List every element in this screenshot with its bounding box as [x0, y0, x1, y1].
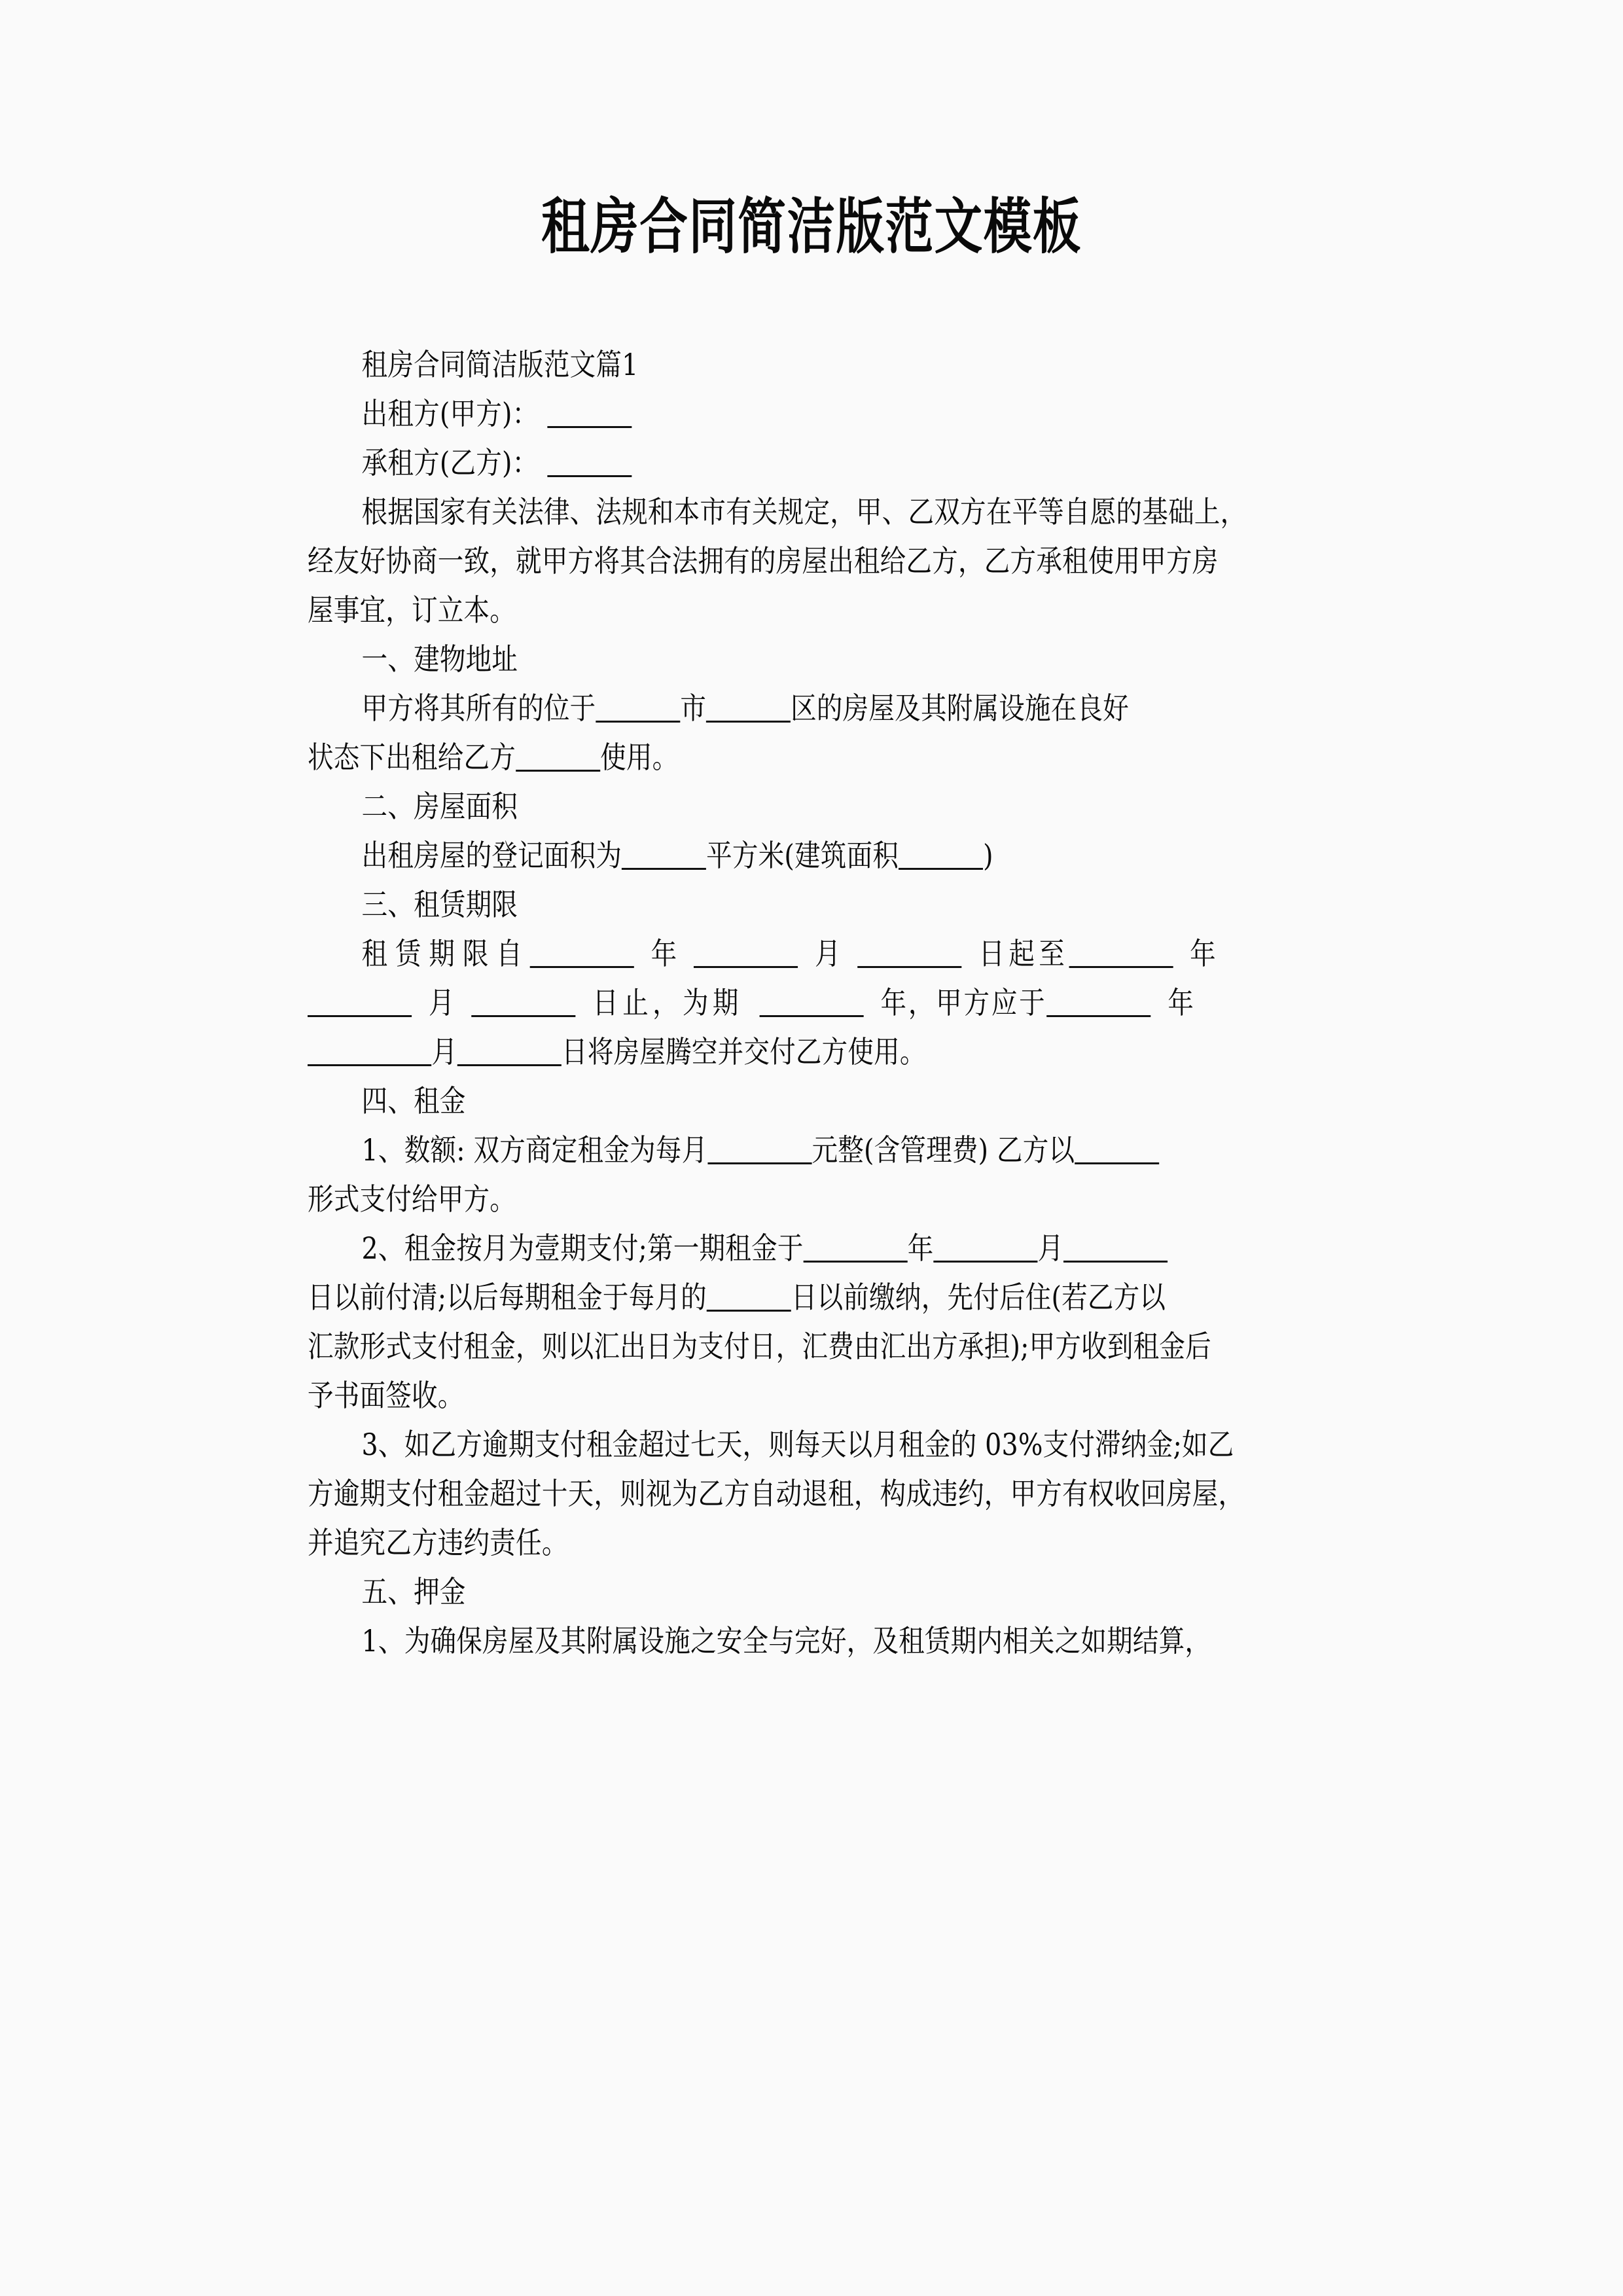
deposit-item-1-marker: 1、: [361, 1623, 404, 1659]
lessor-line: [308, 389, 1230, 439]
item-2-text-a: 租金按月为壹期支付;第一期租金于: [404, 1230, 804, 1266]
first-rent-month-blank[interactable]: [933, 1261, 1037, 1263]
section-3-text-f: 月: [428, 985, 455, 1020]
section-2-number: 二、: [361, 789, 414, 824]
end-month-blank[interactable]: [308, 1015, 412, 1017]
start-year-blank[interactable]: [530, 966, 634, 968]
item-1-text-a: 数额: 双方商定租金为每月: [404, 1132, 708, 1168]
first-rent-day-blank[interactable]: [1063, 1261, 1168, 1263]
lessee-blank[interactable]: [547, 475, 632, 477]
lessee-label: 承租方(乙方)：: [361, 445, 539, 480]
section-4-item-3-line-1: [308, 1420, 1234, 1469]
preamble-line-3: 屋事宜，订立本。: [308, 592, 516, 628]
handover-day-blank[interactable]: [457, 1064, 562, 1066]
section-3-text-g: 日止，为期: [592, 985, 743, 1020]
usage-blank[interactable]: [516, 770, 600, 772]
section-3-text-a: 租赁期限自: [361, 936, 530, 971]
item-3-text-a: 如乙方逾期支付租金超过七天，则每天以月租金的 03%支付滞纳金;如乙: [404, 1427, 1234, 1462]
item-2-text-d: 日以前付清;以后每期租金于每月的: [308, 1280, 707, 1315]
section-1-title: 建物地址: [414, 641, 518, 677]
end-day-blank[interactable]: [471, 1015, 575, 1017]
section-2-heading: [308, 782, 1230, 831]
lessee-line: [308, 439, 1230, 488]
section-1-text-a: 甲方将其所有的位于: [361, 691, 596, 726]
section-3-line-3: [308, 1028, 1230, 1077]
start-day-blank[interactable]: [858, 966, 962, 968]
end-year-blank[interactable]: [1069, 966, 1173, 968]
section-4-heading: [308, 1077, 1230, 1126]
deposit-item-1-text: 为确保房屋及其附属设施之安全与完好，及租赁期内相关之如期结算，: [404, 1623, 1211, 1659]
section-2-line-1: [308, 831, 1230, 880]
document-heading: 租房合同简洁版范文篇1: [361, 347, 639, 382]
section-4-item-2-line-4: 予书面签收。: [308, 1378, 464, 1413]
section-3-text-c: 月: [815, 936, 841, 971]
section-4-item-2-line-3: 汇款形式支付租金，则以汇出日为支付日，汇费由汇出方承担);甲方收到租金后: [308, 1329, 1211, 1364]
section-5-title: 押金: [414, 1574, 466, 1609]
section-3-text-i: 年: [1168, 985, 1194, 1020]
document-body: [308, 340, 1381, 1666]
section-5-heading: [308, 1568, 1230, 1617]
section-1-number: 一、: [361, 641, 414, 677]
preamble-line-1: 根据国家有关法律、法规和本市有关规定，甲、乙双方在平等自愿的基础上，: [361, 494, 1247, 529]
term-years-blank[interactable]: [760, 1015, 864, 1017]
section-1-text-b: 市: [680, 691, 707, 726]
item-1-text-b: 元整(含管理费) 乙方以: [812, 1132, 1075, 1168]
section-3-heading: [308, 880, 1230, 929]
section-4-number: 四、: [361, 1083, 414, 1119]
registered-area-blank[interactable]: [622, 868, 706, 870]
section-4-item-3-line-3: 并追究乙方违约责任。: [308, 1525, 568, 1560]
item-2-text-c: 月: [1037, 1230, 1064, 1266]
section-1-line-1: [308, 684, 1230, 733]
section-1-text-e: 使用。: [600, 740, 679, 775]
item-2-text-e: 日以前缴纳，先付后住(若乙方以: [791, 1280, 1166, 1315]
lessor-label: 出租方(甲方)：: [361, 396, 539, 431]
monthly-due-day-blank[interactable]: [707, 1310, 791, 1312]
handover-month-blank[interactable]: [308, 1064, 431, 1066]
section-3-text-j: 月: [431, 1034, 457, 1069]
start-month-blank[interactable]: [694, 966, 798, 968]
section-2-text-a: 出租房屋的登记面积为: [361, 838, 622, 873]
section-4-title: 租金: [414, 1083, 466, 1119]
item-2-marker: 2、: [361, 1230, 404, 1266]
section-4-item-1-line-1: [308, 1126, 1230, 1175]
city-blank[interactable]: [596, 721, 680, 723]
page-title: 租房合同简洁版范文模板: [541, 192, 1082, 262]
section-4-item-1-line-2: 形式支付给甲方。: [308, 1181, 516, 1217]
first-rent-year-blank[interactable]: [804, 1261, 908, 1263]
section-4-item-2-line-2: [308, 1273, 1230, 1322]
section-3-text-h: 年，甲方应于: [880, 985, 1047, 1020]
item-1-marker: 1、: [361, 1132, 404, 1168]
monthly-rent-blank[interactable]: [707, 1162, 812, 1164]
section-3-line-1: [308, 929, 1230, 978]
item-3-marker: 3、: [361, 1427, 404, 1462]
section-2-title: 房屋面积: [414, 789, 518, 824]
district-blank[interactable]: [706, 721, 791, 723]
section-3-number: 三、: [361, 887, 414, 922]
preamble-line-2: 经友好协商一致，就甲方将其合法拥有的房屋出租给乙方，乙方承租使用甲方房: [308, 543, 1219, 579]
payment-form-blank[interactable]: [1075, 1162, 1159, 1164]
section-3-line-2: [308, 978, 1230, 1028]
handover-year-blank[interactable]: [1047, 1015, 1151, 1017]
lessor-blank[interactable]: [547, 426, 632, 428]
section-3-text-k: 日将房屋腾空并交付乙方使用。: [562, 1034, 926, 1069]
section-3-text-e: 年: [1190, 936, 1216, 971]
section-4-item-2-line-1: [308, 1224, 1230, 1273]
building-area-blank[interactable]: [899, 868, 983, 870]
section-5-item-1-line-1: [308, 1617, 1230, 1666]
section-1-heading: [308, 635, 1230, 684]
section-2-text-b: 平方米(建筑面积: [706, 838, 899, 873]
section-2-text-c: ): [983, 838, 993, 873]
section-1-line-2: [308, 733, 1230, 782]
section-1-text-d: 状态下出租给乙方: [308, 740, 516, 775]
section-1-text-c: 区的房屋及其附属设施在良好: [791, 691, 1130, 726]
section-5-number: 五、: [361, 1574, 414, 1609]
section-3-text-b: 年: [651, 936, 677, 971]
item-2-text-b: 年: [907, 1230, 934, 1266]
section-4-item-3-line-2: 方逾期支付租金超过十天，则视为乙方自动退租，构成违约，甲方有权收回房屋，: [308, 1476, 1245, 1511]
section-3-title: 租赁期限: [414, 887, 518, 922]
section-3-text-d: 日起至: [978, 936, 1069, 971]
